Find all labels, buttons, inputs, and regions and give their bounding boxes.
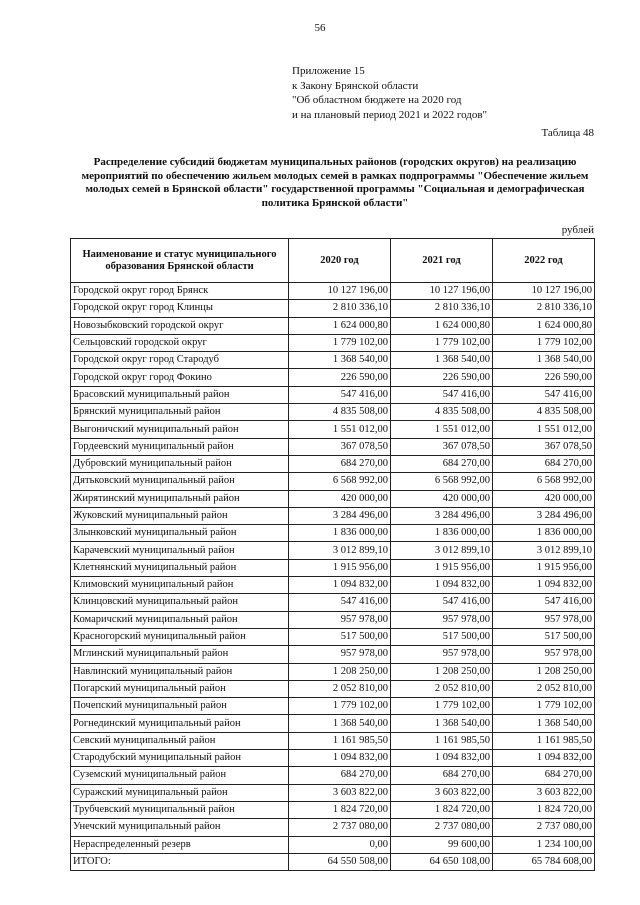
- cell-municipality: Городской округ город Брянск: [71, 283, 289, 300]
- cell-2020: 367 078,50: [289, 438, 391, 455]
- cell-2021: 1 094 832,00: [391, 577, 493, 594]
- table-row: [71, 732, 595, 749]
- cell-2021: 957 978,00: [391, 611, 493, 628]
- table-row: [71, 611, 595, 628]
- cell-2021: 3 603 822,00: [391, 784, 493, 801]
- cell-2020: 0,00: [289, 836, 391, 853]
- cell-2021: 684 270,00: [391, 767, 493, 784]
- cell-2021: 1 779 102,00: [391, 698, 493, 715]
- total-row: [71, 853, 595, 870]
- cell-2020: 3 284 496,00: [289, 507, 391, 524]
- cell-2022: 957 978,00: [493, 646, 595, 663]
- cell-2022: 1 836 000,00: [493, 525, 595, 542]
- cell-2021: 226 590,00: [391, 369, 493, 386]
- header-2022: 2022 год: [493, 239, 595, 283]
- cell-2021: 1 551 012,00: [391, 421, 493, 438]
- cell-municipality: Климовский муниципальный район: [71, 577, 289, 594]
- cell-2022: 1 915 956,00: [493, 559, 595, 576]
- cell-2022: 1 094 832,00: [493, 577, 595, 594]
- cell-municipality: Дубровский муниципальный район: [71, 455, 289, 472]
- table-row: [71, 715, 595, 732]
- cell-municipality: Гордеевский муниципальный район: [71, 438, 289, 455]
- cell-2021: 1 824 720,00: [391, 801, 493, 818]
- cell-2021: 6 568 992,00: [391, 473, 493, 490]
- cell-2021: 1 624 000,80: [391, 317, 493, 334]
- table-row: [71, 680, 595, 697]
- cell-2020: 1 551 012,00: [289, 421, 391, 438]
- cell-2021: 547 416,00: [391, 594, 493, 611]
- table-row: [71, 836, 595, 853]
- cell-2021: 420 000,00: [391, 490, 493, 507]
- cell-2022: 367 078,50: [493, 438, 595, 455]
- cell-2022: 1 624 000,80: [493, 317, 595, 334]
- cell-2020: 3 012 899,10: [289, 542, 391, 559]
- table-row: [71, 386, 595, 403]
- subsidy-table: [70, 238, 595, 871]
- cell-2020: 957 978,00: [289, 646, 391, 663]
- cell-2020: 1 779 102,00: [289, 698, 391, 715]
- cell-2021: 1 836 000,00: [391, 525, 493, 542]
- table-row: [71, 819, 595, 836]
- cell-municipality: Рогнединский муниципальный район: [71, 715, 289, 732]
- cell-2020: 6 568 992,00: [289, 473, 391, 490]
- cell-2022: 957 978,00: [493, 611, 595, 628]
- cell-2022: 226 590,00: [493, 369, 595, 386]
- cell-municipality: Севский муниципальный район: [71, 732, 289, 749]
- cell-2022: 10 127 196,00: [493, 283, 595, 300]
- cell-2020: 1 824 720,00: [289, 801, 391, 818]
- table-row: [71, 404, 595, 421]
- cell-2022: 3 603 822,00: [493, 784, 595, 801]
- cell-2022: 2 052 810,00: [493, 680, 595, 697]
- cell-2021: 4 835 508,00: [391, 404, 493, 421]
- cell-2020: 1 836 000,00: [289, 525, 391, 542]
- cell-2022: 1 161 985,50: [493, 732, 595, 749]
- cell-2021: 2 052 810,00: [391, 680, 493, 697]
- cell-municipality: Новозыбковский городской округ: [71, 317, 289, 334]
- page-number: 56: [314, 22, 326, 34]
- table-body: [71, 283, 595, 871]
- table-row: [71, 698, 595, 715]
- cell-2022: 1 234 100,00: [493, 836, 595, 853]
- cell-municipality: Городской округ город Клинцы: [71, 300, 289, 317]
- appendix-reference: [292, 64, 487, 122]
- cell-2020: 1 094 832,00: [289, 577, 391, 594]
- cell-municipality: Суражский муниципальный район: [71, 784, 289, 801]
- cell-2022: 1 824 720,00: [493, 801, 595, 818]
- cell-2021: 64 650 108,00: [391, 853, 493, 870]
- cell-2022: 547 416,00: [493, 386, 595, 403]
- cell-2022: 1 368 540,00: [493, 352, 595, 369]
- header-2021: 2021 год: [391, 239, 493, 283]
- table-header-row: [71, 239, 595, 283]
- cell-2020: 1 368 540,00: [289, 352, 391, 369]
- cell-2020: 1 368 540,00: [289, 715, 391, 732]
- cell-2022: 3 284 496,00: [493, 507, 595, 524]
- document-title: Распределение субсидий бюджетам муниципальных районов (городских округов) на реализацию мероприятий по обеспечению жильем молодых семей в рамках подпрограммы "Обеспечение жильем молодых семей в Брянской области" государственной программы "Социальная и демографическая политика Брянской области": [81, 156, 589, 209]
- cell-municipality: Клетнянский муниципальный район: [71, 559, 289, 576]
- table-row: [71, 507, 595, 524]
- cell-2022: 684 270,00: [493, 455, 595, 472]
- table-row: [71, 334, 595, 351]
- table-row: [71, 801, 595, 818]
- cell-2020: 64 550 508,00: [289, 853, 391, 870]
- cell-2020: 226 590,00: [289, 369, 391, 386]
- table-row: [71, 369, 595, 386]
- cell-2021: 99 600,00: [391, 836, 493, 853]
- cell-municipality: Суземский муниципальный район: [71, 767, 289, 784]
- cell-2021: 957 978,00: [391, 646, 493, 663]
- cell-municipality: Выгоничский муниципальный район: [71, 421, 289, 438]
- cell-2020: 2 737 080,00: [289, 819, 391, 836]
- cell-municipality: Брасовский муниципальный район: [71, 386, 289, 403]
- cell-2022: 684 270,00: [493, 767, 595, 784]
- cell-2020: 10 127 196,00: [289, 283, 391, 300]
- cell-2021: 1 915 956,00: [391, 559, 493, 576]
- cell-2021: 517 500,00: [391, 628, 493, 645]
- cell-2020: 517 500,00: [289, 628, 391, 645]
- appendix-line: Приложение 15: [292, 65, 365, 77]
- cell-municipality: ИТОГО:: [71, 853, 289, 870]
- cell-municipality: Дятьковский муниципальный район: [71, 473, 289, 490]
- cell-municipality: Городской округ город Фокино: [71, 369, 289, 386]
- cell-2022: 1 779 102,00: [493, 334, 595, 351]
- cell-municipality: Сельцовский городской округ: [71, 334, 289, 351]
- cell-2020: 547 416,00: [289, 386, 391, 403]
- table-row: [71, 352, 595, 369]
- cell-municipality: Навлинский муниципальный район: [71, 663, 289, 680]
- cell-municipality: Красногорский муниципальный район: [71, 628, 289, 645]
- cell-2021: 1 094 832,00: [391, 750, 493, 767]
- cell-municipality: Мглинский муниципальный район: [71, 646, 289, 663]
- cell-2020: 1 624 000,80: [289, 317, 391, 334]
- cell-2021: 1 368 540,00: [391, 352, 493, 369]
- header-municipality: Наименование и статус муниципального образования Брянской области: [71, 239, 289, 283]
- cell-2020: 1 094 832,00: [289, 750, 391, 767]
- cell-2020: 4 835 508,00: [289, 404, 391, 421]
- cell-municipality: Почепский муниципальный район: [71, 698, 289, 715]
- table-row: [71, 750, 595, 767]
- cell-2021: 10 127 196,00: [391, 283, 493, 300]
- cell-municipality: Жуковский муниципальный район: [71, 507, 289, 524]
- cell-municipality: Злынковский муниципальный район: [71, 525, 289, 542]
- cell-2020: 2 810 336,10: [289, 300, 391, 317]
- cell-2020: 1 208 250,00: [289, 663, 391, 680]
- cell-municipality: Стародубский муниципальный район: [71, 750, 289, 767]
- cell-2022: 65 784 608,00: [493, 853, 595, 870]
- cell-2021: 3 284 496,00: [391, 507, 493, 524]
- table-row: [71, 577, 595, 594]
- appendix-line: и на плановый период 2021 и 2022 годов": [292, 108, 488, 121]
- cell-municipality: Нераспределенный резерв: [71, 836, 289, 853]
- table-row: [71, 663, 595, 680]
- cell-2022: 4 835 508,00: [493, 404, 595, 421]
- cell-2021: 367 078,50: [391, 438, 493, 455]
- cell-municipality: Жирятинский муниципальный район: [71, 490, 289, 507]
- table-row: [71, 300, 595, 317]
- cell-2020: 1 779 102,00: [289, 334, 391, 351]
- cell-2022: 1 094 832,00: [493, 750, 595, 767]
- cell-2021: 2 810 336,10: [391, 300, 493, 317]
- cell-2022: 517 500,00: [493, 628, 595, 645]
- table-row: [71, 490, 595, 507]
- cell-municipality: Карачевский муниципальный район: [71, 542, 289, 559]
- cell-2021: 1 161 985,50: [391, 732, 493, 749]
- cell-2020: 684 270,00: [289, 455, 391, 472]
- appendix-line: к Закону Брянской области: [292, 79, 419, 92]
- cell-municipality: Трубчевский муниципальный район: [71, 801, 289, 818]
- table-row: [71, 767, 595, 784]
- cell-municipality: Погарский муниципальный район: [71, 680, 289, 697]
- table-row: [71, 784, 595, 801]
- table-row: [71, 594, 595, 611]
- table-row: [71, 559, 595, 576]
- cell-2021: 684 270,00: [391, 455, 493, 472]
- cell-2022: 1 208 250,00: [493, 663, 595, 680]
- table-row: [71, 438, 595, 455]
- cell-2022: 1 779 102,00: [493, 698, 595, 715]
- table-row: [71, 455, 595, 472]
- appendix-line: "Об областном бюджете на 2020 год: [292, 94, 462, 106]
- cell-2020: 2 052 810,00: [289, 680, 391, 697]
- table-number: Таблица 48: [541, 127, 594, 139]
- cell-2022: 1 551 012,00: [493, 421, 595, 438]
- cell-2022: 547 416,00: [493, 594, 595, 611]
- cell-2020: 1 915 956,00: [289, 559, 391, 576]
- cell-2020: 957 978,00: [289, 611, 391, 628]
- cell-2020: 684 270,00: [289, 767, 391, 784]
- table-row: [71, 525, 595, 542]
- cell-2022: 420 000,00: [493, 490, 595, 507]
- cell-municipality: Комаричский муниципальный район: [71, 611, 289, 628]
- cell-2020: 1 161 985,50: [289, 732, 391, 749]
- table-row: [71, 421, 595, 438]
- cell-municipality: Клинцовский муниципальный район: [71, 594, 289, 611]
- cell-municipality: Городской округ город Стародуб: [71, 352, 289, 369]
- table-row: [71, 542, 595, 559]
- cell-2021: 3 012 899,10: [391, 542, 493, 559]
- cell-2021: 1 779 102,00: [391, 334, 493, 351]
- cell-2022: 6 568 992,00: [493, 473, 595, 490]
- cell-2022: 2 737 080,00: [493, 819, 595, 836]
- cell-2022: 1 368 540,00: [493, 715, 595, 732]
- cell-2022: 3 012 899,10: [493, 542, 595, 559]
- cell-2020: 420 000,00: [289, 490, 391, 507]
- cell-2020: 547 416,00: [289, 594, 391, 611]
- table-row: [71, 628, 595, 645]
- currency-unit: рублей: [561, 224, 594, 236]
- cell-municipality: Унечский муниципальный район: [71, 819, 289, 836]
- table-row: [71, 473, 595, 490]
- cell-2021: 547 416,00: [391, 386, 493, 403]
- table-row: [71, 317, 595, 334]
- cell-municipality: Брянский муниципальный район: [71, 404, 289, 421]
- cell-2022: 2 810 336,10: [493, 300, 595, 317]
- table-row: [71, 646, 595, 663]
- cell-2021: 1 208 250,00: [391, 663, 493, 680]
- table-row: [71, 283, 595, 300]
- cell-2020: 3 603 822,00: [289, 784, 391, 801]
- cell-2021: 1 368 540,00: [391, 715, 493, 732]
- header-2020: 2020 год: [289, 239, 391, 283]
- cell-2021: 2 737 080,00: [391, 819, 493, 836]
